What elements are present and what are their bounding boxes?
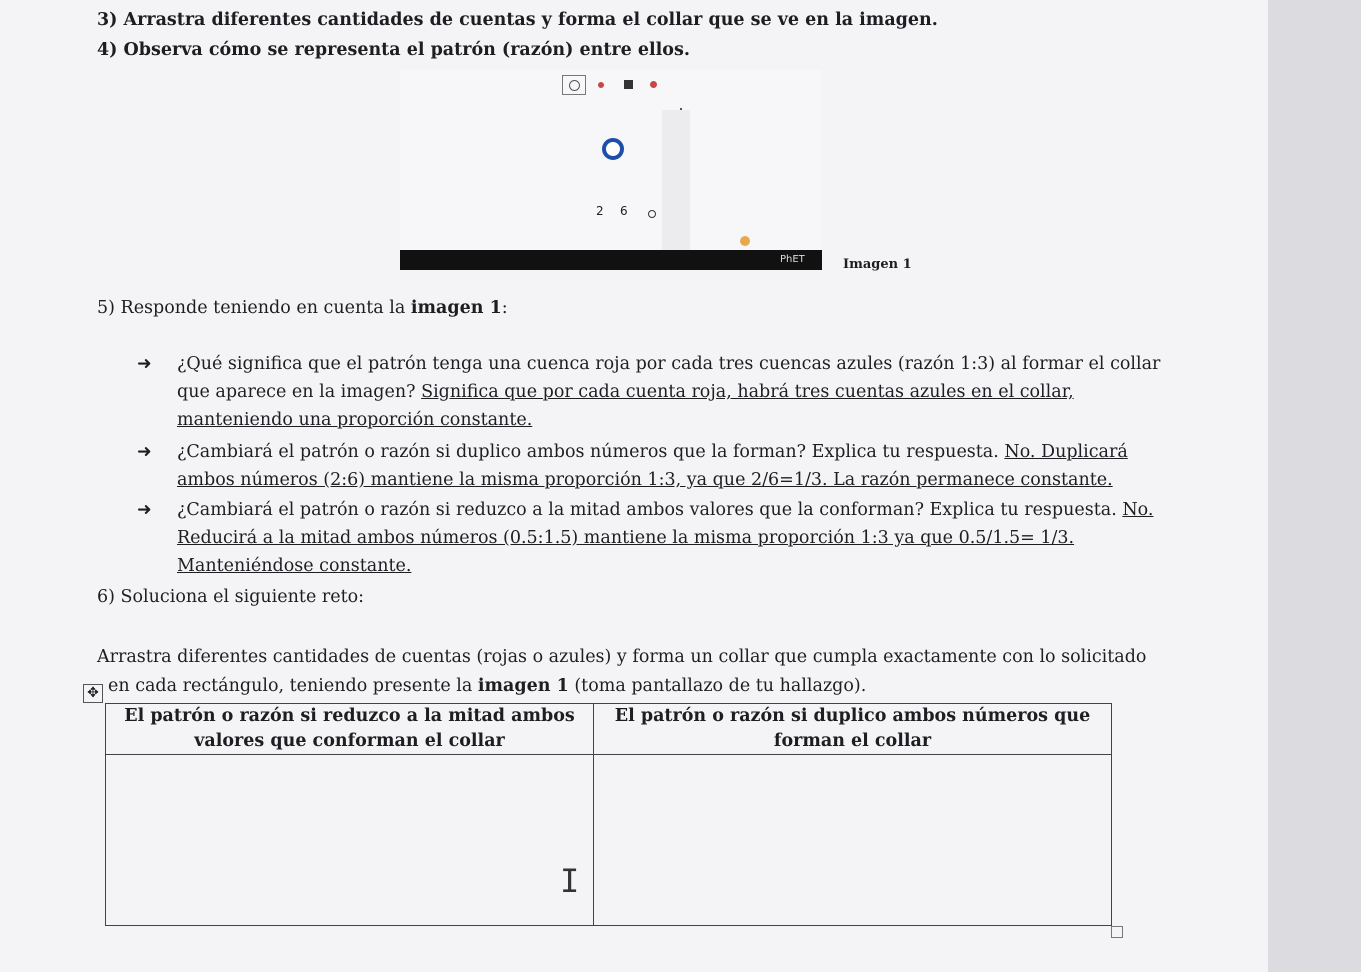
q5-suffix: : <box>501 298 508 318</box>
q6-instructions-line-2 <box>108 676 866 696</box>
q5-ref: imagen 1 <box>410 298 502 318</box>
arrow-right-icon: ➜ <box>137 442 152 462</box>
step-3-text: 3) Arrastra diferentes cantidades de cuentas y forma el collar que se ve en la imagen. <box>97 10 938 30</box>
q5-prefix: 5) Responde teniendo en cuenta la <box>97 298 411 318</box>
item-2-answer: ambos números (2:6) mantiene la misma proporción 1:3, ya que 2/6=1/3. La razón permanece constante. <box>177 470 1113 490</box>
item-3-answer-cont: Manteniéndose constante. <box>177 556 412 576</box>
red-bead-icon <box>598 82 604 88</box>
ratio-left-value: 2 <box>596 204 604 218</box>
sim-screenshot[interactable] <box>400 70 822 270</box>
q6-instr-a: en cada rectángulo, teniendo presente la <box>108 676 478 696</box>
table-header-row <box>106 704 1112 755</box>
answer-cell-doubled[interactable] <box>594 755 1112 926</box>
i-beam-cursor-icon: I <box>560 862 580 900</box>
separator-column <box>662 110 690 250</box>
item-1-answer-cont: manteniendo una proporción constante. <box>177 410 533 430</box>
item-3-answer: Reducirá a la mitad ambos números (0.5:1.5) mantiene la misma proporción 1:3 ya que 0.5/1.5= 1/3. <box>177 528 1075 548</box>
arrow-right-icon: ➜ <box>137 500 152 520</box>
item-3-line-1 <box>177 500 1153 520</box>
table-header-cell-1: El patrón o razón si reduzco a la mitad ambos valores que conforman el collar <box>106 704 594 755</box>
item-2-answer-start: No. Duplicará <box>1004 442 1128 462</box>
item-2-question: ¿Cambiará el patrón o razón si duplico ambos números que la forman? Explica tu respuesta. <box>177 442 1005 462</box>
step-4-text: 4) Observa cómo se representa el patrón (razón) entre ellos. <box>97 40 690 60</box>
q6-instr-c: (toma pantallazo de tu hallazgo). <box>568 676 867 696</box>
table-resize-handle[interactable] <box>1111 926 1123 938</box>
item-3-question: ¿Cambiará el patrón o razón si reduzco a la mitad ambos valores que la conforman? Explica tu respuesta. <box>177 500 1123 520</box>
table-move-handle-icon[interactable]: ✥ <box>83 684 103 703</box>
q6-instr-ref: imagen 1 <box>477 676 569 696</box>
answer-cell-halved[interactable] <box>106 755 594 926</box>
table-header-cell-2: El patrón o razón si duplico ambos números que forman el collar <box>594 704 1112 755</box>
blue-bead-icon <box>602 138 624 160</box>
question-6-heading: 6) Soluciona el siguiente reto: <box>97 587 365 607</box>
ratio-right-value: 6 <box>620 204 628 218</box>
item-1-line-2 <box>177 382 1074 402</box>
sim-footer-bar <box>400 250 822 270</box>
screen-edge <box>1268 0 1361 972</box>
item-1-question-end: que aparece en la imagen? <box>177 382 422 402</box>
circle-bead-tool-icon <box>562 75 586 95</box>
table-row <box>106 755 1112 926</box>
red-bead-icon <box>650 81 657 88</box>
item-1-answer: Significa que por cada cuenta roja, habrá tres cuentas azules en el collar, <box>421 382 1074 402</box>
item-2-line-1 <box>177 442 1128 462</box>
image-caption: Imagen 1 <box>843 257 912 272</box>
q6-instructions-line-1: Arrastra diferentes cantidades de cuentas (rojas o azules) y forma un collar que cumpla exactamente con lo solicitado <box>97 647 1147 667</box>
answer-table <box>105 703 1112 926</box>
small-bead-icon <box>648 210 656 218</box>
arrow-right-icon: ➜ <box>137 354 152 374</box>
question-5-heading <box>97 298 508 318</box>
reset-button-icon[interactable] <box>740 236 750 246</box>
item-1-line-1: ¿Qué significa que el patrón tenga una cuenca roja por cada tres cuencas azules (razón 1:3) al formar el collar <box>177 354 1161 374</box>
phet-logo: PhET <box>780 254 805 265</box>
item-3-answer-start: No. <box>1122 500 1154 520</box>
square-bead-icon <box>624 80 633 89</box>
